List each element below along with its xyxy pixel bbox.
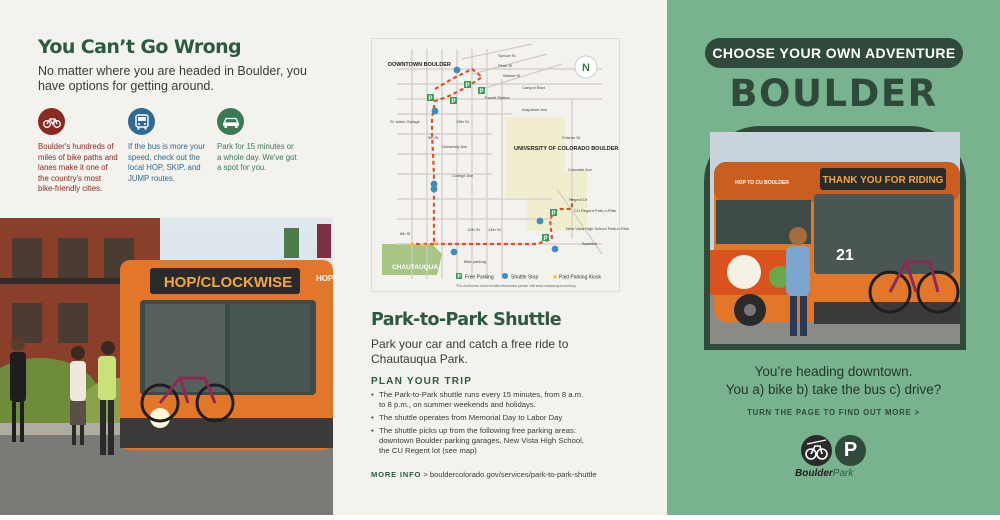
plan-list — [371, 390, 586, 459]
list-item: • The Park-to-Park shuttle runs every 15 minutes, from 8 a.m. to 8 p.m., on summer weekends and holidays. — [371, 390, 586, 410]
map-label-walnut: Walnut St — [503, 73, 521, 78]
svg-text:★: ★ — [408, 241, 416, 250]
plan-heading: PLAN YOUR TRIP — [371, 376, 473, 387]
bus-option-text: If the bus is more your speed, check out the local HOP, SKIP, and JUMP routes. — [128, 142, 206, 183]
intro-text: No matter where you are headed in Boulder, you have options for getting around. — [38, 64, 307, 93]
map-label-bike-parking: Bike parking — [464, 259, 487, 264]
svg-text:P: P — [543, 236, 548, 242]
boulder-title: BOULDER — [729, 72, 938, 115]
bus-bike-photo — [710, 132, 960, 344]
bus-number: 21 — [836, 247, 854, 264]
svg-text:P: P — [457, 274, 461, 280]
map-label-st14: 14th St — [488, 227, 501, 232]
map-label-st12: 12th St — [467, 227, 480, 232]
map-label-pearl: Pearl St — [498, 63, 513, 68]
car-icon — [217, 108, 244, 135]
shuttle-intro: Park your car and catch a free ride to Chautauqua Park. — [371, 337, 569, 366]
bike-icon — [38, 108, 65, 135]
turn-page-text: TURN THE PAGE TO FIND OUT MORE > — [747, 408, 920, 417]
question-line-2: You a) bike b) take the bus c) drive? — [725, 382, 942, 397]
map-label-downtown: DOWNTOWN BOULDER — [388, 62, 451, 68]
map-label-baseline: Baseline — [582, 241, 598, 246]
svg-text:P: P — [479, 89, 484, 95]
boulder-bike-logo-icon — [801, 435, 832, 466]
more-info-link[interactable]: > bouldercolorado.gov/services/park-to-park-shuttle — [423, 470, 597, 479]
more-info — [371, 470, 597, 479]
map-label-stjulien: St Julien Garage — [390, 119, 420, 124]
map-label-university: UNIVERSITY OF COLORADO BOULDER — [514, 146, 619, 152]
adventure-pill: CHOOSE YOUR OWN ADVENTURE — [705, 38, 963, 68]
bus-thank-you-sign: THANK YOU FOR RIDING — [822, 175, 944, 186]
map-label-folsom: Folsom St — [562, 135, 581, 140]
map-label-st6: 6th St — [400, 231, 411, 236]
north-arrow-icon: N — [582, 62, 590, 74]
map-label-canyon: Canyon Blvd — [522, 85, 545, 90]
map-label-univ-ave: University Ave — [442, 144, 468, 149]
question-line-1: You’re heading downtown. — [754, 364, 913, 379]
hop-bus-photo — [0, 218, 333, 515]
bus-icon — [128, 108, 155, 135]
shuttle-route-map — [371, 38, 630, 292]
panel-title: You Can’t Go Wrong — [38, 36, 242, 58]
boulder-park-brand — [795, 468, 853, 479]
more-info-label: MORE INFO — [371, 470, 422, 479]
svg-text:P: P — [428, 96, 433, 102]
map-label-spruce: Spruce St — [498, 53, 516, 58]
map-label-st9: 9th St — [428, 135, 439, 140]
map-label-chautauqua: CHAUTAUQUA — [392, 264, 439, 271]
car-option-text: Park for 15 minutes or a whole day. We've got a spot for you. — [217, 142, 297, 172]
left-panel — [0, 0, 333, 515]
svg-text:P: P — [551, 211, 556, 217]
boulder-park-logo-icon: P — [835, 435, 866, 466]
svg-text:P: P — [451, 99, 456, 105]
bus-side-text: HOP TO CU BOULDER — [735, 180, 789, 186]
question — [667, 363, 1000, 399]
svg-text:★: ★ — [420, 241, 428, 250]
list-item: • The shuttle picks up from the following free parking areas: downtown Boulder parking garages, New Vista High School, the CU Regent lot (see map) — [371, 426, 586, 456]
map-footnote: *For Auditorium event shuttle information please visit www.chautauqua.com/hop — [456, 284, 576, 288]
legend-free-parking: Free Parking — [465, 274, 494, 281]
map-label-arapahoe: Arapahoe Ave — [522, 107, 548, 112]
legend-shuttle-stop: Shuttle Stop — [511, 274, 539, 281]
map-label-college: College Ave — [452, 173, 474, 178]
brand-bold: Boulder — [795, 468, 833, 479]
map-label-regent: Regent Dr — [569, 197, 588, 202]
svg-text:P: P — [465, 83, 470, 89]
brand-light: Park — [832, 468, 854, 479]
paid-kiosk-legend-icon: ★ — [552, 274, 559, 281]
bus-side-label: HOP — [316, 274, 334, 283]
shuttle-stop-legend-icon — [502, 273, 508, 279]
map-label-transit: Transit Station — [484, 95, 510, 100]
map-label-st15: 15th St — [456, 119, 469, 124]
list-item: • The shuttle operates from Memorial Day to Labor Day — [371, 413, 586, 423]
shuttle-title: Park-to-Park Shuttle — [371, 310, 561, 330]
map-label-cu-regent: CU Regent Park-n-Ride — [574, 208, 617, 213]
map-label-colorado: Colorado Ave — [568, 167, 592, 172]
map-label-new-vista: New Vista High School Park-n-Ride — [566, 226, 630, 231]
bus-destination-sign: HOP/CLOCKWISE — [163, 274, 293, 291]
bus-arch-frame — [704, 126, 966, 350]
bike-option-text: Boulder's hundreds of miles of bike paths and lanes make it one of the country's most bike-friendly cities. — [38, 142, 118, 193]
legend-paid-kiosk: Paid Parking Kiosk — [559, 274, 601, 281]
svg-text:★: ★ — [432, 239, 440, 248]
